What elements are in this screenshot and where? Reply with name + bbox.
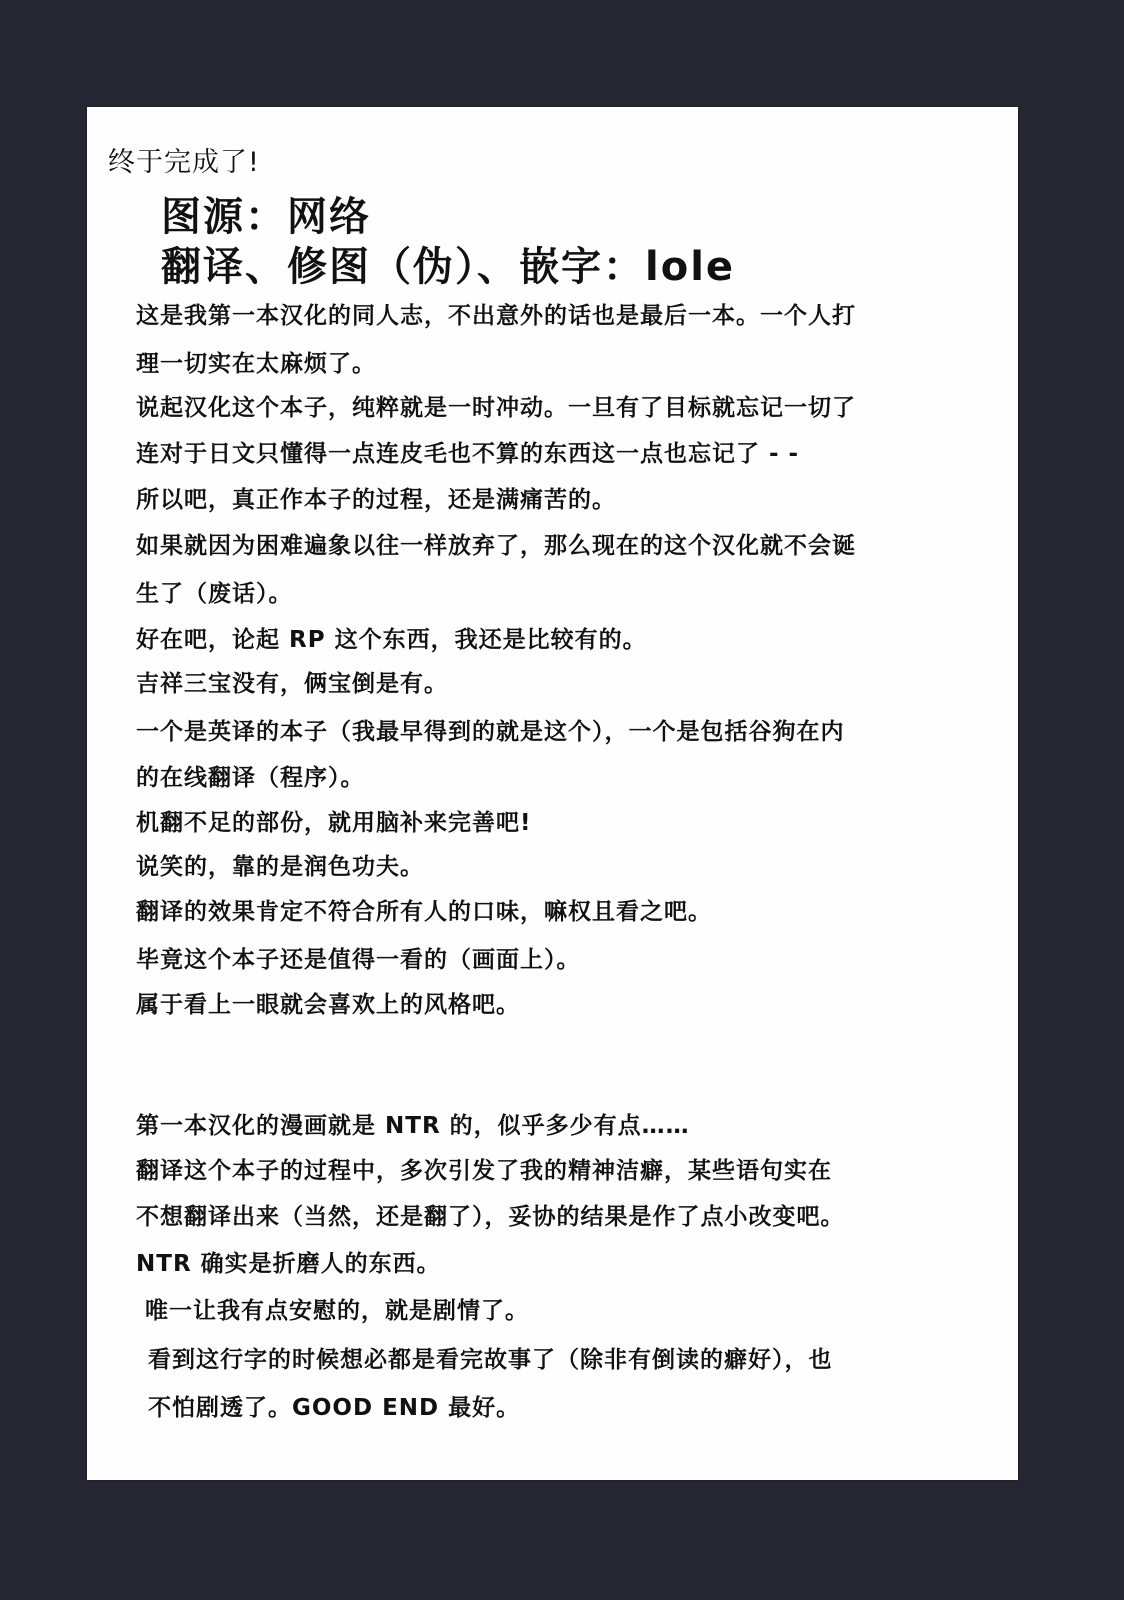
text-line: 理一切实在太麻烦了。 [136, 351, 376, 377]
text-line: 第一本汉化的漫画就是 NTR 的，似乎多少有点…… [136, 1113, 690, 1139]
staff-credit: 翻译、修图（伪）、嵌字：lole [161, 244, 736, 290]
text-line: 翻译的效果肯定不符合所有人的口味，嘛权且看之吧。 [136, 899, 712, 925]
text-line: 不怕剧透了。GOOD END 最好。 [148, 1395, 521, 1421]
page-heading: 终于完成了! [108, 147, 260, 178]
text-line: 属于看上一眼就会喜欢上的风格吧。 [136, 992, 520, 1018]
text-line: 机翻不足的部份，就用脑补来完善吧! [136, 810, 532, 836]
text-line: 如果就因为困难遍象以往一样放弃了，那么现在的这个汉化就不会诞 [136, 533, 856, 559]
text-line: 说起汉化这个本子，纯粹就是一时冲动。一旦有了目标就忘记一切了 [136, 395, 856, 421]
text-line: 看到这行字的时候想必都是看完故事了（除非有倒读的癖好），也 [148, 1347, 833, 1373]
text-line: 毕竟这个本子还是值得一看的（画面上）。 [136, 947, 581, 973]
text-line: 连对于日文只懂得一点连皮毛也不算的东西这一点也忘记了 - - [136, 441, 800, 467]
text-line: 好在吧，论起 RP 这个东西，我还是比较有的。 [136, 627, 647, 653]
text-line: 唯一让我有点安慰的，就是剧情了。 [145, 1298, 529, 1324]
text-line: NTR 确实是折磨人的东西。 [136, 1251, 441, 1277]
text-line: 说笑的，靠的是润色功夫。 [136, 854, 424, 880]
text-line: 所以吧，真正作本子的过程，还是满痛苦的。 [136, 487, 616, 513]
text-line: 的在线翻译（程序）。 [136, 765, 365, 791]
text-line: 吉祥三宝没有，俩宝倒是有。 [136, 671, 448, 697]
text-line: 这是我第一本汉化的同人志，不出意外的话也是最后一本。一个人打 [136, 303, 856, 329]
text-line: 一个是英译的本子（我最早得到的就是这个），一个是包括谷狗在内 [136, 719, 845, 745]
text-line: 不想翻译出来（当然，还是翻了），妥协的结果是作了点小改变吧。 [136, 1204, 845, 1230]
text-line: 翻译这个本子的过程中，多次引发了我的精神洁癖，某些语句实在 [136, 1158, 832, 1184]
text-line: 生了（废话）。 [136, 581, 293, 607]
note-page [87, 107, 1018, 1480]
image-source-credit: 图源：网络 [161, 194, 371, 240]
